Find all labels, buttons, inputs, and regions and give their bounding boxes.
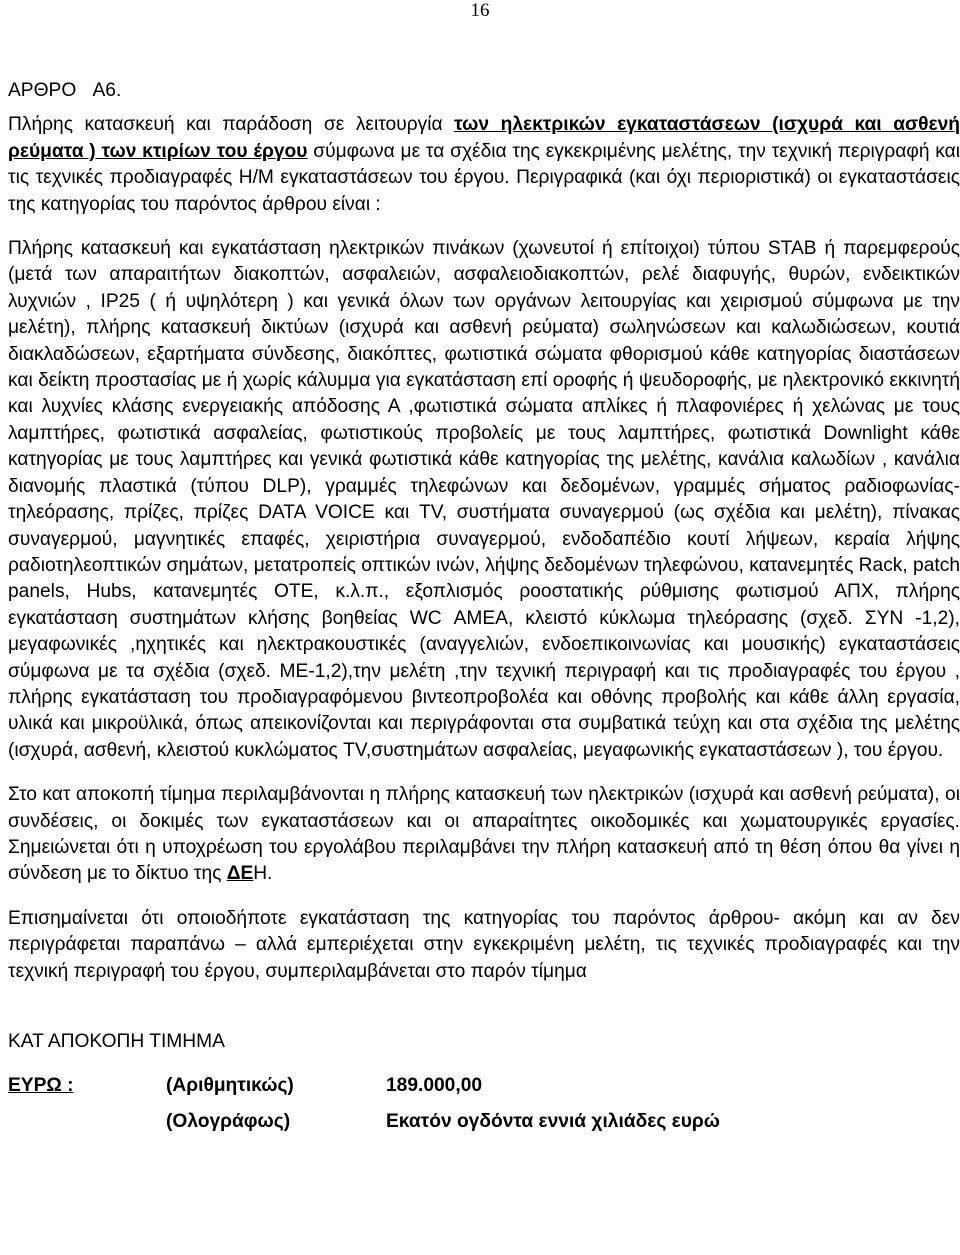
scope-end: Η.: [253, 863, 273, 885]
scope-underlined: ΔΕ: [226, 863, 254, 885]
intro-emphasis: των ηλεκτρικών εγκαταστάσεων (ισχυρά και ασθενή ρεύματα ) των κτιρίων του έργου: [8, 114, 960, 162]
price-title: ΚΑΤ ΑΠΟΚΟΠΗ ΤΙΜΗΜΑ: [8, 1031, 225, 1052]
description-paragraph: Πλήρης κατασκευή και εγκατάσταση ηλεκτρικών πινάκων (χωνευτοί ή επίτοιχοι) τύπου STAB ή παρεμφερούς (μετά των απαραιτήτων διακοπτών, ασφαλειών, ασφαλειοδιακοπτών, ρελέ διαφυγής, θυρών, ενδεικτικών λυχνιών , IP25 ( ή υψηλότερη ) και γενικά όλων των οργάνων λειτουργίας και χειρισμού σύμφωνα με την μελέτη), πλήρης κατασκευή δικτύων (ισχυρά και ασθενή ρεύματα) σωληνώσεων και καλωδιώσεων, κουτιά διακλαδώσεων, εξαρτήματα σύνδεσης, διακόπτες, φωτιστικά σώματα φθορισμού κάθε κατηγορίας διαστάσεων και δείκτη προστασίας με ή χωρίς κάλυμμα για εγκατάσταση επί οροφής ή ψευδοροφής, με ηλεκτρονικό εκκινητή και λυχνίες κλάσης ενεργειακής απόδοσης Α ,φωτιστικά σώματα απλίκες ή πλαφονιέρες ή χελώνας με τους λαμπτήρες, φωτιστικά ασφαλείας, φωτιστικούς προβολείς με τους λαμπτήρες, φωτιστικά Downlight κάθε κατηγορίας με τους λαμπτήρες και γενικά φωτιστικά κάθε κατηγορίας της μελέτης, κανάλια καλωδίων , κανάλια διανομής πλαστικά (τύπου DLP), γραμμές τηλεφώνων και δεδομένων, γραμμές σήματος ραδιοφωνίας-τηλεόρασης, πρίζες, πρίζες DATA VOICE και TV, συστήματα συναγερμού (ως σχέδια και μελέτη), πίνακας συναγερμού, μαγνητικές επαφές, χειριστήρια συναγερμού, ενδοδαπέδιο κουτί λήψεων, κεραία λήψης ραδιοτηλεοπτικών σημάτων, μετατροπείς οπτικών ινών, λήψης δεδομένων τηλεφώνου, κατανεμητές Rack, patch panels, Hubs, κατανεμητές ΟΤΕ, κ.λ.π., εξοπλισμός ροοστατικής ρύθμισης φωτισμού ΑΠΧ, πλήρης εγκατάσταση συστημάτων κλήσης βοηθείας WC ΑΜΕΑ, κλειστό κύκλωμα τηλεόρασης (σχεδ. ΣΥΝ -1,2), μεγαφωνικές ,ηχητικές και ηλεκτρακουστικές (αναγγελιών, ενδοεπικοινωνίας και μουσικής) εγκαταστάσεις σύμφωνα με τα σχέδια (σχεδ. ΜΕ-1,2),την μελέτη ,την τεχνική περιγραφή και τις προδιαγραφές του έργου , πλήρης εγκατάσταση του προδιαγραφόμενου βιντεοπροβολέα και οθόνης προβολής και κάθε άλλη εργασία, υλικά και μικροϋλικά, όπως απεικονίζονται και περιγράφονται στα συμβατικά τεύχη και στα σχέδια της μελέτης (ισχυρά, ασθενή, κλειστού κυκλώματος TV,συστημάτων ασφαλείας, μεγαφωνικής εγκαταστάσεων ), του έργου.: [8, 238, 960, 761]
document-body: [8, 78, 960, 1145]
note-paragraph: Επισημαίνεται ότι οποιοδήποτε εγκατάσταση της κατηγορίας του παρόντος άρθρου- ακόμη και αν δεν περιγράφεται παραπάνω – αλλά εμπεριέχεται στην εγκεκριμένη μελέτη, τις τεχνικές προδιαγραφές και την τεχνική περιγραφή του έργου, συμπεριλαμβάνεται στο παρόν τίμημα: [8, 907, 960, 982]
intro-paragraph: [8, 112, 960, 218]
article-heading: ΑΡΘΡΟ Α6.: [8, 80, 122, 101]
words-label: (Ολογράφως): [166, 1111, 291, 1133]
scope-text: Στο κατ αποκοπή τίμημα περιλαμβάνονται η πλήρης κατασκευή των ηλεκτρικών (ισχυρά και ασθενή ρεύματα), οι συνδέσεις, οι δοκιμές των εγκαταστάσεων και οι απαραίτητες οικοδομικές και χωματουργικές εργασίες. Σημειώνεται ότι η υποχρέωση του εργολάβου περιλαμβάνει την πλήρη κατασκευή από τη θέση όπου θα γίνει η σύνδεση με το δίκτυο της: [8, 784, 960, 885]
price-words-row: [8, 1109, 960, 1145]
scope-paragraph: [8, 782, 960, 888]
intro-rest: σύμφωνα με τα σχέδια της εγκεκριμένης μελέτης, την τεχνική περιγραφή και τις τεχνικές προδιαγραφές Η/Μ εγκαταστάσεων του έργου. Περιγραφικά (και όχι περιοριστικά) οι εγκαταστάσεις της κατηγορίας του παρόντος άρθρου είναι :: [8, 140, 960, 215]
intro-lead: Πλήρης κατασκευή και παράδοση σε λειτουργία: [8, 114, 455, 136]
currency-label: ΕΥΡΩ :: [8, 1075, 74, 1097]
page-number: 16: [470, 0, 490, 21]
words-value: Εκατόν ογδόντα εννιά χιλιάδες ευρώ: [386, 1111, 721, 1133]
price-numeric-row: [8, 1073, 960, 1109]
numeric-label: (Αριθμητικώς): [166, 1075, 294, 1097]
numeric-value: 189.000,00: [386, 1075, 483, 1097]
